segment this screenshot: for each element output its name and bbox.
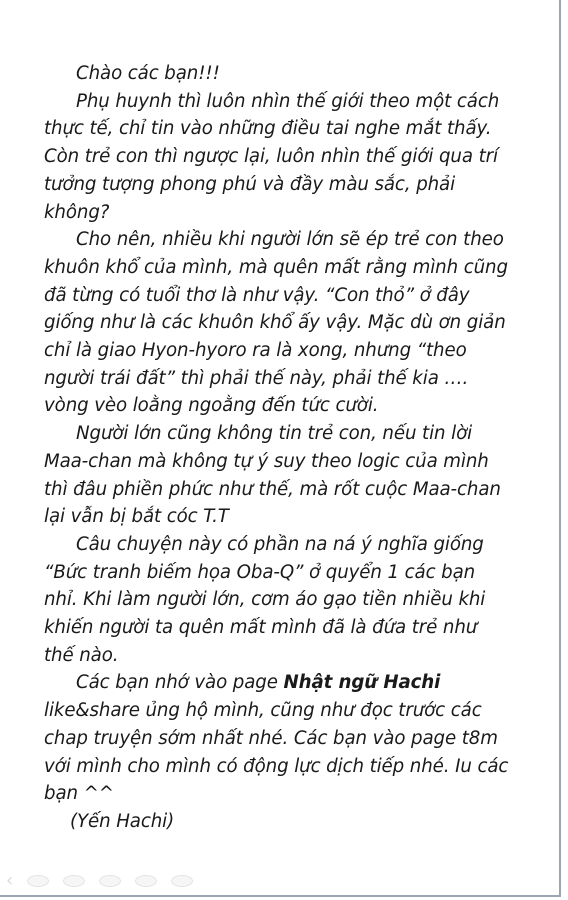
closing-line: với mình cho mình có động lực dịch tiếp nhé. Iu các bbox=[44, 755, 509, 777]
text-line: “Bức tranh biếm họa Oba-Q” ở quyển 1 các bạn bbox=[44, 561, 476, 583]
text-line: người trái đất” thì phải thế này, phải thế kia …. bbox=[44, 367, 469, 389]
page-dot[interactable] bbox=[27, 875, 49, 887]
text-line: Còn trẻ con thì ngược lại, luôn nhìn thế giới qua trí bbox=[44, 146, 498, 168]
text-line: vòng vèo loằng ngoằng đến tức cười. bbox=[44, 395, 379, 417]
text-line: đã từng có tuổi thơ là như vậy. “Con thỏ” ở đây bbox=[44, 284, 470, 306]
text-line: Chào các bạn!!! bbox=[76, 63, 220, 84]
text-line: Phụ huynh thì luôn nhìn thế giới theo một cách bbox=[76, 90, 500, 112]
closing-line: bạn ^^ bbox=[44, 783, 114, 805]
text-line: Cho nên, nhiều khi người lớn sẽ ép trẻ con theo bbox=[76, 229, 504, 251]
closing-line bbox=[44, 669, 544, 697]
text-line: không? bbox=[44, 201, 110, 223]
text-line: thì đâu phiền phức như thế, mà rốt cuộc Maa-chan bbox=[44, 478, 501, 500]
signature: (Yến Hachi) bbox=[70, 810, 175, 832]
document-text bbox=[44, 60, 544, 836]
page-navigation bbox=[6, 870, 193, 892]
page-dot[interactable] bbox=[63, 875, 85, 887]
text-line: khuôn khổ của mình, mà quên mất rằng mình cũng bbox=[44, 256, 508, 278]
text-line: giống như là các khuôn khổ ấy vậy. Mặc dù ơn giản bbox=[44, 312, 506, 334]
closing-text: Các bạn nhớ vào page bbox=[76, 672, 284, 694]
text-line: khiến người ta quên mất mình đã là đứa trẻ như bbox=[44, 617, 478, 639]
text-line: lại vẫn bị bắt cóc T.T bbox=[44, 506, 229, 528]
text-line: Người lớn cũng không tin trẻ con, nếu tin lời bbox=[76, 423, 473, 445]
closing-line: chap truyện sớm nhất nhé. Các bạn vào page t8m bbox=[44, 727, 498, 749]
text-line: tưởng tượng phong phú và đầy màu sắc, phải bbox=[44, 173, 456, 195]
text-line: Maa-chan mà không tự ý suy theo logic của mình bbox=[44, 450, 489, 472]
text-line: chỉ là giao Hyon-hyoro ra là xong, nhưng “theo bbox=[44, 340, 467, 362]
page-name: Nhật ngữ Hachi bbox=[283, 672, 441, 694]
page-dot[interactable] bbox=[99, 875, 121, 887]
text-line: nhỉ. Khi làm người lớn, cơm áo gạo tiền nhiều khi bbox=[44, 589, 486, 611]
text-line: thế nào. bbox=[44, 644, 119, 666]
text-line: Câu chuyện này có phần na ná ý nghĩa giống bbox=[76, 533, 484, 555]
text-line: thực tế, chỉ tin vào những điều tai nghe mắt thấy. bbox=[44, 118, 492, 140]
closing-line: like&share ủng hộ mình, cũng như đọc trước các bbox=[44, 700, 482, 722]
page-dot[interactable] bbox=[171, 875, 193, 887]
chevron-left-icon[interactable]: ‹ bbox=[6, 870, 14, 891]
page-dot[interactable] bbox=[135, 875, 157, 887]
